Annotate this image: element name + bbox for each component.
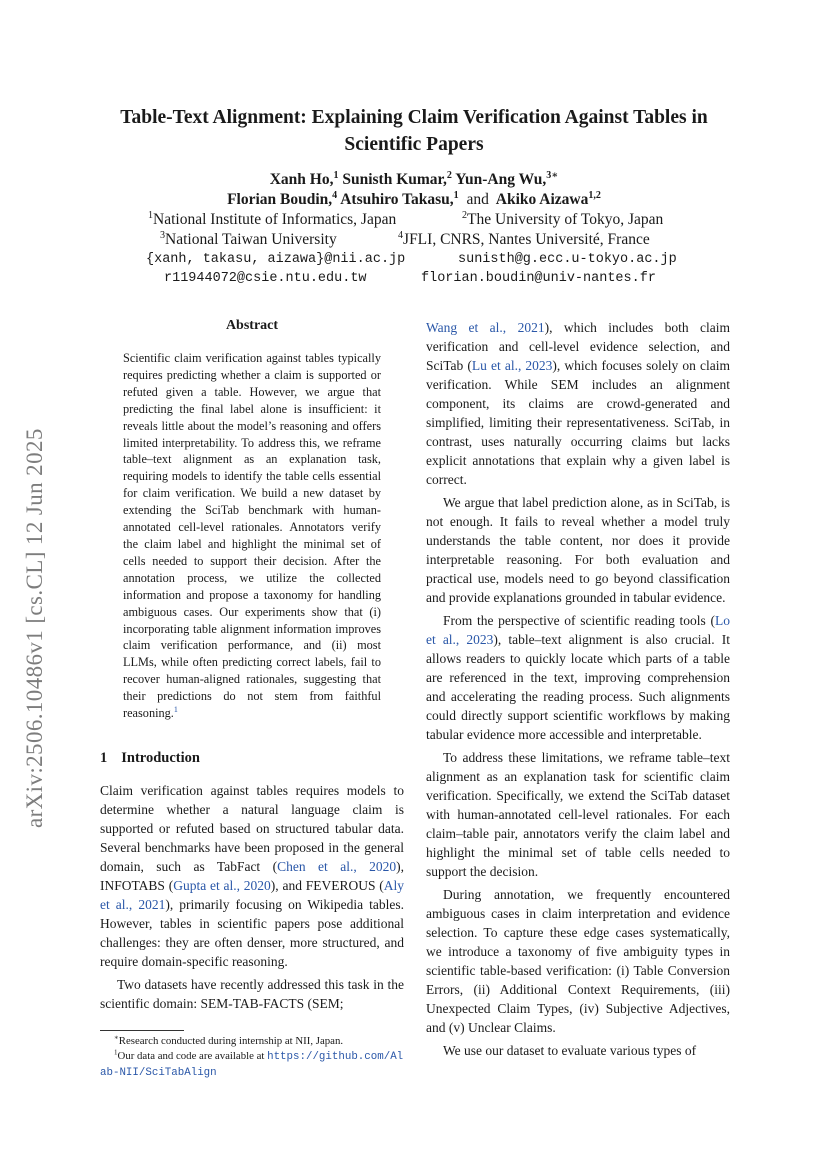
author-affil-mark: 1 [453,189,459,201]
text-run: ), INFOTABS ( [100,859,404,893]
email-4: florian.boudin@univ-nantes.fr [421,271,656,286]
author-affil-mark: 1 [333,169,339,181]
email-2: sunisth@g.ecc.u-tokyo.ac.jp [458,252,677,267]
left-column-body [100,781,404,1013]
author-affil-mark: 1,2 [588,189,601,201]
citation-link[interactable]: Wang et al., 2021 [426,320,545,335]
affil-mark: 4 [398,229,404,241]
footnote-text: Our data and code are available at [117,1050,268,1062]
repository-link[interactable]: https://github.com/Alab-NII/SciTabAlign [100,1051,404,1079]
citation-link[interactable]: Aly et al., 2021 [100,878,405,912]
author-name: Atsuhiro Takasu, [340,191,454,208]
citation-link[interactable]: Gupta et al., 2020 [173,878,271,893]
author-line-2 [90,190,738,210]
affil-text: National Taiwan University [165,231,337,248]
author-list [90,170,738,210]
text-run: ), which focuses solely on claim verification. While SEM includes an alignment component, its claims are crowd-generated and simplified, limiting their representativeness. SciTab, in contrast, uses naturally occurring claims but lacks explicit annotations that explain why a given label is correct. [426,358,730,487]
author-name: Florian Boudin, [227,191,333,208]
author-name: Akiko Aizawa [495,191,589,208]
text-run: ), which includes both claim verification and cell-level evidence selection, and SciTab ( [426,320,730,373]
citation-link[interactable]: Chen et al., 2020 [277,859,397,874]
footnote-mark: ∗ [114,1033,119,1042]
author-name: Sunisth Kumar, [342,171,447,188]
paragraph [100,781,404,971]
affil-text: National Institute of Informatics, Japan [153,211,397,228]
author-affil-mark: 4 [332,189,338,201]
author-name: Xanh Ho, [269,171,334,188]
paragraph: We argue that label prediction alone, as in SciTab, is not enough. It fails to reveal whether a model truly understands the table content, nor does it provide interpretable reasoning. For both evaluation and practical use, models need to go beyond classification and provide explanations grounded in tabular evidence. [426,495,730,605]
text-run: ), primarily focusing on Wikipedia tables. However, tables in scientific papers pose additional challenges: they are often denser, more structured, and require domain-specific reasoning. [100,897,404,969]
author-affil-mark: 2 [446,169,452,181]
paragraph: To address these limitations, we reframe table–text alignment as an explanation task for scientific claim verification. Specifically, we extend the SciTab dataset with human-annotated cell-level rationales. For each claim–table pair, annotators verify the claim label and highlight the minimal set of table cells needed to support the decision. [426,750,730,879]
author-name: Yun-Ang Wu, [455,171,547,188]
affil-text: JFLI, CNRS, Nantes Université, France [403,231,650,248]
email-1: {xanh, takasu, aizawa}@nii.ac.jp [146,252,406,267]
author-affil-mark: 3∗ [546,169,559,181]
abstract-body [123,350,381,722]
section-title: Introduction [121,750,200,766]
section-number: 1 [100,750,108,766]
paragraph [426,611,730,744]
abstract-heading: Abstract [225,318,279,333]
footnote-text: Research conducted during internship at NII, Japan. [118,1035,344,1047]
text-run: From the perspective of scientific reading tools ( [443,613,715,628]
paragraph [100,975,404,1013]
affil-mark: 1 [148,209,154,221]
author-line-1 [90,170,738,190]
paragraph [426,318,730,489]
affil-mark: 3 [160,229,166,241]
text-run: Claim verification against tables requires models to determine whether a natural language claim is supported or refuted based on structured tabular data. Several benchmarks have been proposed in the general domain, such as TabFact ( [100,783,404,874]
footnote-rule [100,1030,184,1031]
affiliation-1 [148,210,396,230]
arxiv-stamp: arXiv:2506.10486v1 [cs.CL] 12 Jun 2025 [22,428,47,828]
affiliation-2 [462,210,663,230]
footnote-1 [100,1049,408,1081]
citation-link[interactable]: Lo et al., 2023 [426,613,730,647]
section-heading-introduction [100,750,200,767]
affil-text: The University of Tokyo, Japan [467,211,664,228]
footnotes [100,1034,408,1081]
footnote-star [100,1034,408,1049]
paper-title: Table-Text Alignment: Explaining Claim Verification Against Tables in Scientific Papers [120,107,708,155]
affil-mark: 2 [462,209,468,221]
text-run: Two datasets have recently addressed this task in the scientific domain: SEM-TAB-FACTS (SEM; [100,977,404,1011]
affiliation-3 [160,230,337,250]
right-column-body [426,318,730,1060]
citation-link[interactable]: Lu et al., 2023 [471,358,553,373]
text-run: ), and FEVEROUS ( [270,878,384,893]
text-run: ), table–text alignment is also crucial. It allows readers to quickly locate which parts of a table are referenced in the text, improving comprehension and accelerating the reading process. Such alignments could directly support scientific workflows by making tabular evidence more accessible and interpretable. [426,632,730,742]
paragraph: We use our dataset to evaluate various types of [443,1043,697,1058]
email-3: r11944072@csie.ntu.edu.tw [164,271,367,286]
paragraph: During annotation, we frequently encountered ambiguous cases in claim interpretation and evidence selection. To capture these edge cases systematically, we introduce a taxonomy of five ambiguity types in scientific table-based verification: (i) Table Conversion Errors, (ii) Additional Context Requirements, (iii) Unexpected Claim Types, (iv) Subjective Adjectives, and (v) Unclear Claims. [426,887,730,1035]
footnote-ref-1[interactable]: 1 [173,704,178,714]
affiliation-4 [398,230,650,250]
footnote-mark: 1 [114,1048,118,1057]
abstract-text: Scientific claim verification against tables typically requires predicting whether a claim is supported or refuted given a table. However, we argue that predicting the final label alone is insufficient: it reveals little about the model’s reasoning and offers limited interpretability. To address this, we reframe table–text alignment as an explanation task, requiring models to identify the table cells essential for claim verification. We build a new dataset by extending the SciTab benchmark with human-annotated cell-level rationales. Annotators verify the claim label and highlight the minimal set of cells needed to support their decision. After the annotation process, we utilize the collected information and propose a taxonomy for handling ambiguous cases. Our experiments show that (i) incorporating table alignment information improves claim verification performance, and (ii) most LLMs, while often predicting correct labels, fail to recover human-aligned rationales, suggesting that their predictions do not stem from faithful reasoning. [123,351,381,721]
author-conjunction: and [466,191,489,208]
